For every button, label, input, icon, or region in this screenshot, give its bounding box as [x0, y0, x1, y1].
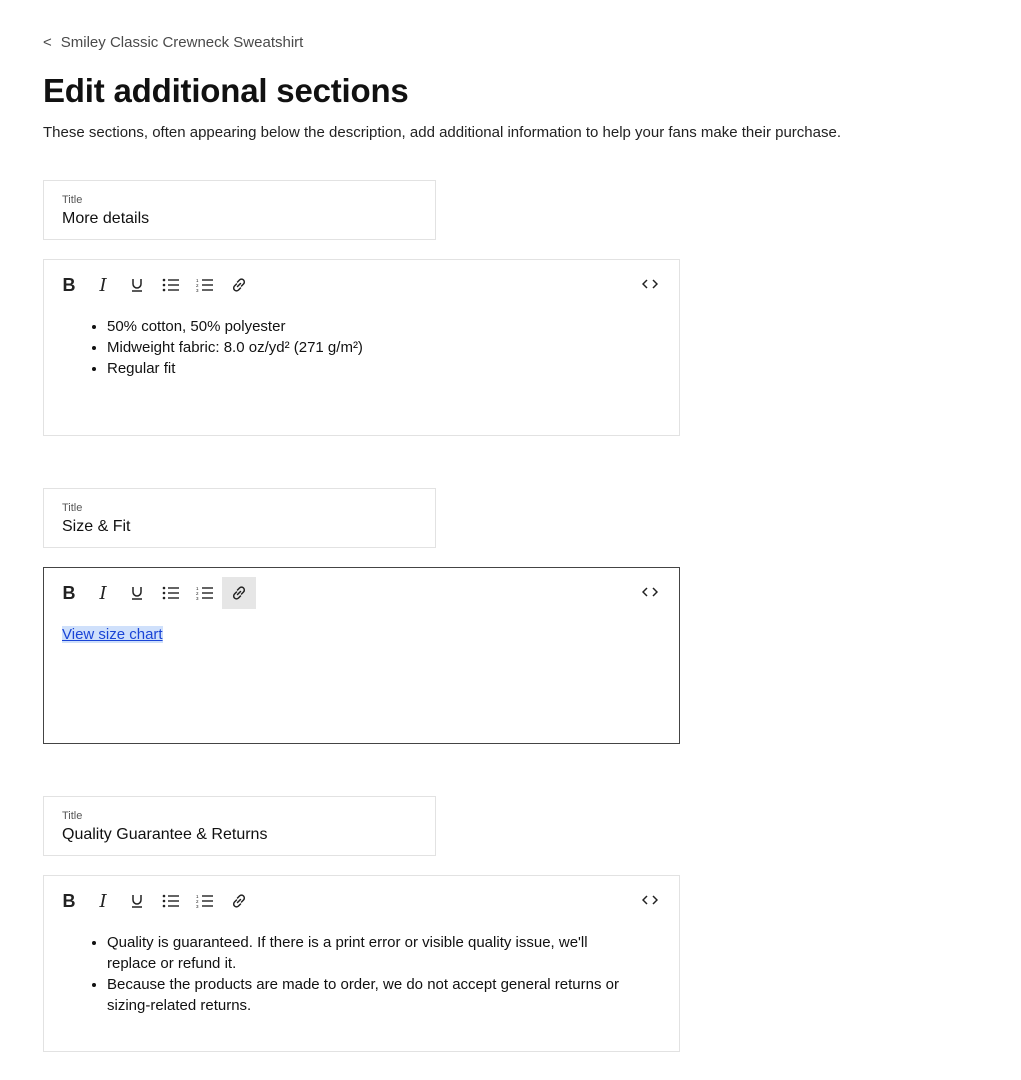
- bullet-list-icon[interactable]: [154, 269, 188, 301]
- title-field-value[interactable]: Quality Guarantee & Returns: [62, 826, 268, 843]
- editor-content[interactable]: [62, 624, 639, 645]
- title-field-label: Title: [62, 194, 83, 206]
- code-view-icon[interactable]: [633, 884, 667, 916]
- svg-text:3: 3: [196, 596, 199, 600]
- code-view-icon[interactable]: [633, 576, 667, 608]
- underline-icon[interactable]: [120, 269, 154, 301]
- numbered-list-icon[interactable]: [188, 269, 222, 301]
- italic-icon[interactable]: I: [99, 274, 107, 296]
- numbered-list-icon[interactable]: [188, 885, 222, 917]
- bullet-list: [62, 932, 639, 1016]
- size-chart-link[interactable]: View size chart: [62, 626, 163, 643]
- editor-toolbar: [52, 884, 671, 918]
- section-title-field[interactable]: [43, 180, 436, 240]
- bold-icon[interactable]: B: [62, 274, 76, 295]
- link-icon[interactable]: [222, 577, 256, 609]
- section-title-field[interactable]: [43, 488, 436, 548]
- rich-text-editor[interactable]: [43, 875, 680, 1052]
- title-field-value[interactable]: Size & Fit: [62, 518, 131, 535]
- rich-text-editor[interactable]: [43, 259, 680, 436]
- link-icon[interactable]: [222, 885, 256, 917]
- svg-text:1: 1: [196, 894, 199, 899]
- list-item: • Regular fit: [107, 358, 639, 379]
- underline-icon[interactable]: [120, 577, 154, 609]
- bullet-list: [62, 316, 639, 379]
- list-item: • Quality is guaranteed. If there is a print error or visible quality issue, we'll replace or refund it.: [107, 932, 639, 974]
- svg-text:3: 3: [196, 904, 199, 908]
- rich-text-editor[interactable]: [43, 567, 680, 744]
- list-item: • 50% cotton, 50% polyester: [107, 316, 639, 337]
- svg-text:2: 2: [196, 899, 199, 904]
- bold-icon[interactable]: B: [62, 890, 76, 911]
- editor-content[interactable]: [62, 316, 639, 379]
- bullet-list-icon[interactable]: [154, 577, 188, 609]
- svg-text:1: 1: [196, 278, 199, 283]
- link-icon[interactable]: [222, 269, 256, 301]
- svg-text:2: 2: [196, 283, 199, 288]
- svg-text:3: 3: [196, 288, 199, 292]
- back-link[interactable]: [43, 34, 303, 51]
- code-view-icon[interactable]: [633, 268, 667, 300]
- editor-toolbar: [52, 268, 671, 302]
- title-field-value[interactable]: More details: [62, 210, 150, 227]
- numbered-list-icon[interactable]: [188, 577, 222, 609]
- bullet-list-icon[interactable]: [154, 885, 188, 917]
- list-item: • Midweight fabric: 8.0 oz/yd² (271 g/m²): [107, 337, 639, 358]
- svg-text:2: 2: [196, 591, 199, 596]
- title-field-label: Title: [62, 502, 83, 514]
- underline-icon[interactable]: [120, 885, 154, 917]
- italic-icon[interactable]: I: [99, 890, 107, 912]
- editor-content[interactable]: [62, 932, 639, 1016]
- svg-text:1: 1: [196, 586, 199, 591]
- page-title: Edit additional sections: [43, 72, 409, 109]
- italic-icon[interactable]: I: [99, 582, 107, 604]
- list-item: • Because the products are made to order, we do not accept general returns or sizing-related returns.: [107, 974, 639, 1016]
- bold-icon[interactable]: B: [62, 582, 76, 603]
- editor-toolbar: [52, 576, 671, 610]
- page-subtitle: These sections, often appearing below the description, add additional information to help your fans make their purchase.: [43, 124, 841, 141]
- title-field-label: Title: [62, 810, 83, 822]
- chevron-left-icon: <: [43, 34, 52, 51]
- section-title-field[interactable]: [43, 796, 436, 856]
- breadcrumb-label: Smiley Classic Crewneck Sweatshirt: [60, 34, 304, 51]
